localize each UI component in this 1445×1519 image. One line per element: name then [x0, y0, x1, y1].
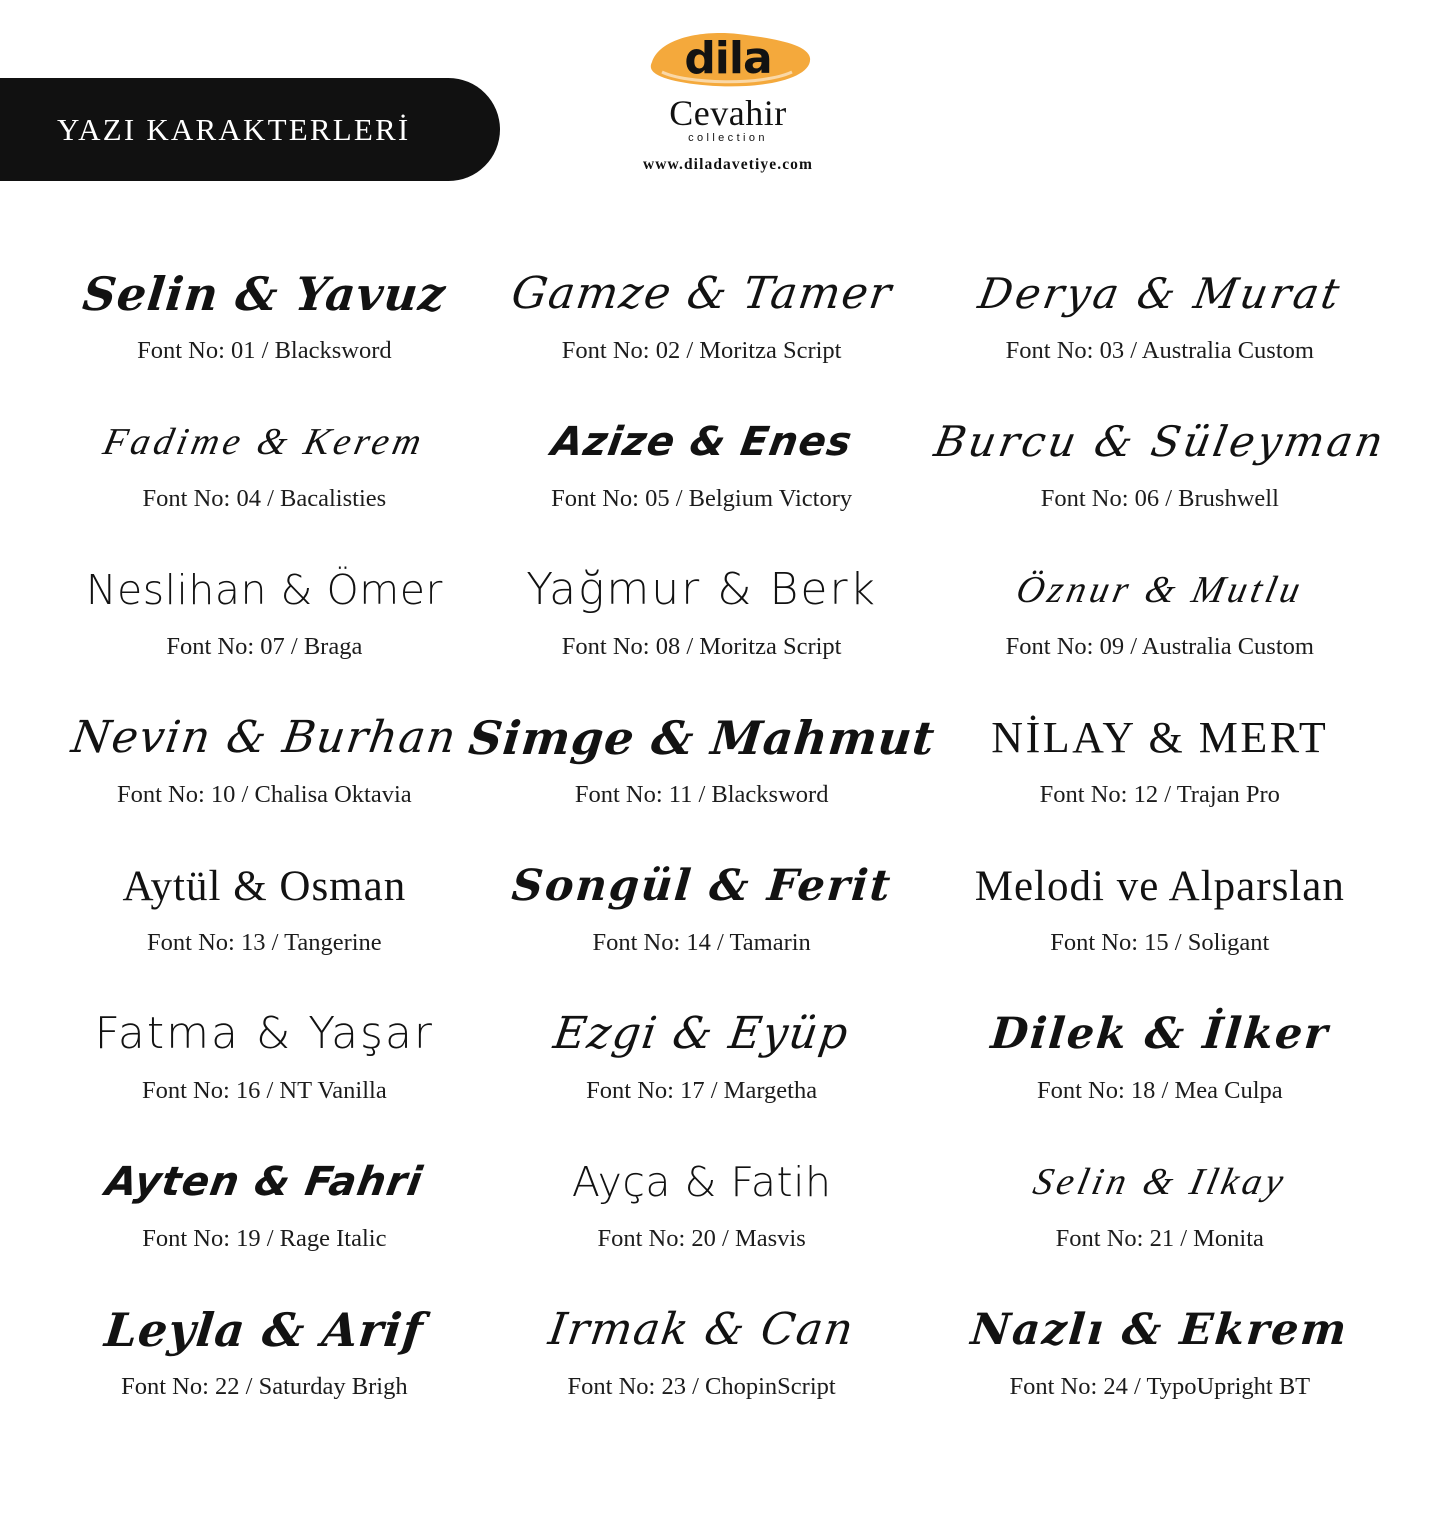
font-sample-caption: Font No: 15 / Soligant [1050, 929, 1270, 956]
font-sample-preview: Neslihan & Ömer [85, 565, 443, 614]
font-sample-cell[interactable] [469, 541, 935, 689]
font-sample-caption: Font No: 16 / NT Vanilla [141, 1077, 387, 1104]
font-sample-caption: Font No: 19 / Rage Italic [142, 1225, 387, 1252]
font-sample-caption: Font No: 21 / Monita [1055, 1225, 1264, 1252]
font-sample-caption: Font No: 12 / Trajan Pro [1039, 781, 1280, 808]
font-sample-cell[interactable] [935, 837, 1385, 985]
font-sample-cell[interactable] [60, 1281, 469, 1429]
font-sample-caption: Font No: 09 / Australia Custom [1005, 633, 1314, 660]
font-sample-caption: Font No: 03 / Australia Custom [1005, 337, 1314, 364]
font-sample-cell[interactable] [469, 245, 935, 393]
font-sample-cell[interactable] [60, 245, 469, 393]
font-sample-cell[interactable] [935, 245, 1385, 393]
font-sample-cell[interactable] [60, 689, 469, 837]
font-sample-preview: Songül & Ferit [509, 860, 894, 911]
logo-wordmark: dila [684, 33, 772, 84]
logo-collection-label: collection [688, 132, 768, 144]
font-sample-preview: Azize & Enes [548, 419, 856, 465]
font-sample-cell[interactable] [930, 393, 1390, 541]
font-sample-caption: Font No: 10 / Chalisa Oktavia [117, 781, 412, 808]
font-sample-preview: Ayça & Fatih [571, 1157, 832, 1206]
font-sample-caption: Font No: 20 / Masvis [597, 1225, 806, 1252]
font-sample-cell[interactable] [60, 985, 469, 1133]
page-title-banner [0, 78, 500, 181]
font-sample-caption: Font No: 06 / Brushwell [1040, 485, 1279, 512]
font-sample-caption: Font No: 23 / ChopinScript [567, 1373, 836, 1400]
font-sample-preview: Burcu & Süleyman [930, 417, 1390, 466]
font-sample-cell[interactable] [60, 1133, 469, 1281]
font-sample-cell[interactable] [469, 1133, 935, 1281]
font-sample-caption: Font No: 04 / Bacalisties [142, 485, 387, 512]
font-sample-caption: Font No: 18 / Mea Culpa [1036, 1077, 1283, 1104]
font-sample-caption: Font No: 24 / TypoUpright BT [1009, 1373, 1311, 1400]
font-sample-preview: Dilek & İlker [988, 1008, 1332, 1059]
font-sample-preview: Öznur & Mutlu [1012, 569, 1308, 611]
font-sample-cell[interactable] [469, 1281, 935, 1429]
page-header [0, 0, 1445, 200]
logo-mark [642, 28, 814, 90]
font-sample-cell[interactable] [935, 1133, 1385, 1281]
font-sample-cell[interactable] [60, 393, 469, 541]
font-sample-caption: Font No: 22 / Saturday Brigh [121, 1373, 408, 1400]
font-sample-preview: Nazlı & Ekrem [969, 1304, 1351, 1355]
font-sample-cell[interactable] [469, 393, 935, 541]
font-sample-preview: Simge & Mahmut [465, 711, 938, 765]
font-sample-cell[interactable] [469, 837, 935, 985]
font-sample-caption: Font No: 07 / Braga [166, 633, 363, 660]
font-sample-cell[interactable] [469, 985, 935, 1133]
font-sample-preview: Fatma & Yaşar [94, 1008, 435, 1059]
font-sample-preview: Gamze & Tamer [508, 268, 896, 319]
page-title: YAZI KARAKTERLERİ [57, 111, 411, 147]
brand-logo [628, 28, 828, 174]
font-sample-preview: NİLAY & MERT [991, 713, 1329, 762]
font-sample-caption: Font No: 02 / Moritza Script [561, 337, 842, 364]
font-sample-cell[interactable] [935, 1281, 1385, 1429]
font-sample-cell[interactable] [60, 837, 469, 985]
font-sample-preview: Ezgi & Eyüp [550, 1008, 853, 1059]
font-sample-preview: Fadime & Kerem [99, 421, 430, 463]
font-sample-cell[interactable] [935, 541, 1385, 689]
font-sample-preview: Leyla & Arif [102, 1303, 427, 1357]
font-sample-caption: Font No: 17 / Margetha [586, 1077, 818, 1104]
font-sample-preview: Yağmur & Berk [526, 564, 878, 615]
font-samples-grid [60, 245, 1390, 1429]
font-sample-preview: Nevin & Burhan [68, 712, 461, 763]
font-sample-preview: Ayten & Fahri [102, 1159, 427, 1205]
logo-website: www.diladavetiye.com [642, 156, 814, 173]
font-sample-caption: Font No: 13 / Tangerine [147, 929, 382, 956]
font-sample-cell[interactable] [935, 985, 1385, 1133]
font-sample-preview: Selin & Ilkay [1029, 1161, 1291, 1203]
logo-subbrand: Cevahir [669, 93, 787, 133]
font-sample-caption: Font No: 08 / Moritza Script [561, 633, 842, 660]
font-sample-caption: Font No: 14 / Tamarin [592, 929, 811, 956]
font-sample-cell[interactable] [935, 689, 1385, 837]
font-sample-preview: Aytül & Osman [122, 862, 407, 910]
font-sample-cell[interactable] [465, 689, 938, 837]
font-sample-caption: Font No: 11 / Blacksword [574, 781, 829, 808]
font-sample-preview: Derya & Murat [974, 269, 1346, 318]
font-sample-caption: Font No: 05 / Belgium Victory [551, 485, 853, 512]
font-sample-preview: Selin & Yavuz [80, 267, 449, 321]
font-sample-preview: Melodi ve Alparslan [974, 862, 1345, 910]
font-sample-preview: Irmak & Can [545, 1304, 858, 1355]
font-sample-cell[interactable] [60, 541, 469, 689]
font-sample-caption: Font No: 01 / Blacksword [137, 337, 392, 364]
